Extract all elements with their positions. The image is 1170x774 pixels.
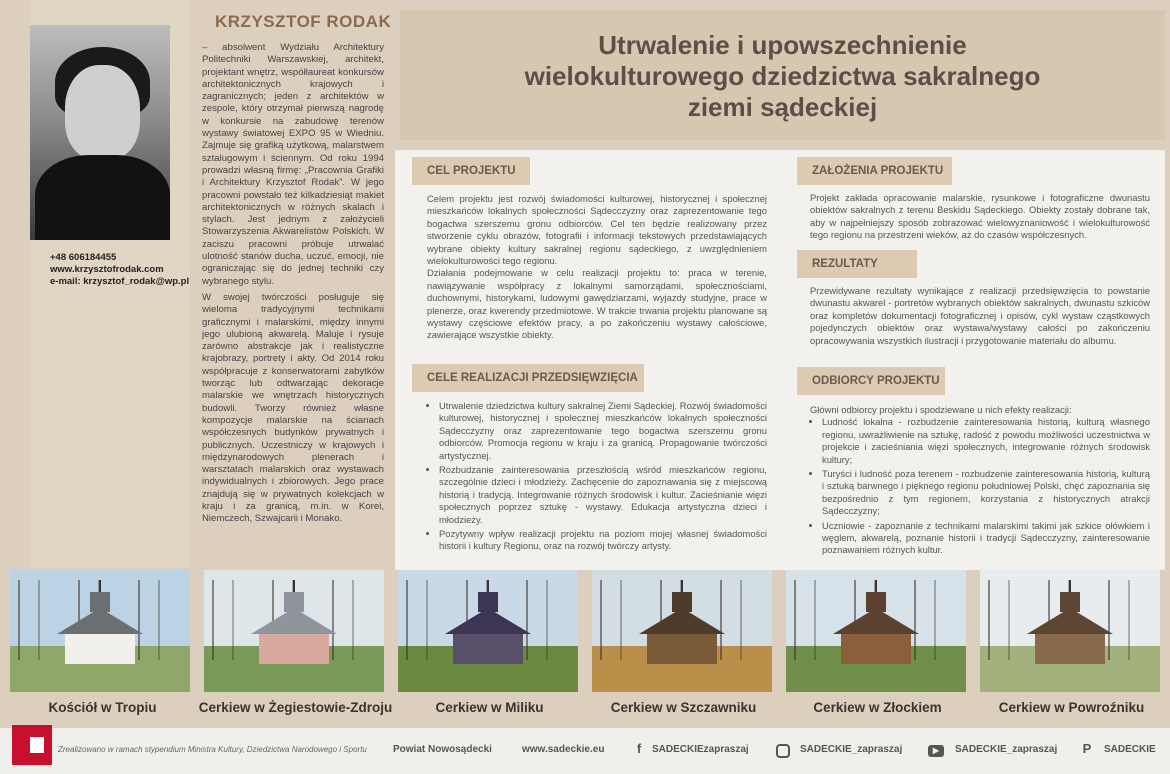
footer-site-link[interactable]: www.sadeckie.eu [522,744,605,755]
author-email[interactable]: e-mail: krzysztof_rodak@wp.pl [50,276,190,287]
footer-powiat: Powiat Nowosądecki [393,744,492,755]
gallery-painting [786,570,966,692]
list-item: • Utrwalenie dziedzictwa kultury sakralnej Ziemi Sądeckiej. Rozwój świadomości kulturowej, historycznej i społecznej mieszkańców lokalnych społeczności Sądecczyzny oraz zaprezentowanie tego bogactwa szerszemu gronu odbiorców. Promocja regionu w kraju i za granicą. Propagowanie twórczości artystycznej. [439,400,767,462]
gallery-painting [592,570,772,692]
footer-instagram[interactable]: SADECKIE_zapraszaj [800,744,903,755]
bio-paragraph: W swojej twórczości posługuje się wieloma tradycyjnymi technikami graficznymi i malarskimi, między innymi jego ulubioną akwarelą. Maluje i rysuje zarówno abstrakcje jak i realistyczne krajobrazy, portrety i akty. Od 2014 roku współpracuje z konserwatorami zabytków tworząc lub odtwarzając dekoracje malarskie we wnętrzach historycznych budowli. Tworzy również własne kompozycje malarskie na ścianach współczesnych budynków prywatnych i publicznych. Uczestniczy w krajowych i międzynarodowych plenerach i warsztatach malarskich oraz wystawach indywidualnych i zbiorowych. Jego prace znajdują się w prywatnych kolekcjach w kraju i za granicą, m.in. w Korei, Niemczech, Szwajcarii i Monako. [202,291,384,525]
footer-pinterest[interactable]: SADECKIE [1104,744,1156,755]
list-item: • Uczniowie - zapoznanie z technikami malarskimi takimi jak szkice ołówkiem i węglem, akwarelą, poznanie historii i tradycji Sądecczyzny, zainteresowanie poznawaniem różnych kultur. [822,520,1150,557]
gallery-caption: Cerkiew w Miliku [435,700,544,715]
gallery-painting [980,570,1160,692]
section-heading-rezultaty: REZULTATY [797,250,917,278]
bio-paragraph: – absolwent Wydziału Architektury Politechniki Warszawskiej, architekt, projektant wnętrz, współlaureat konkursów architektonicznych krajowych i zagranicznych; jeden z architektów w zespole, który otrzymał pierwszą nagrodę w konkursie na zabudowę terenów wystawy światowej EXPO 95 w Wiedniu. Zajmuje się grafiką użytkową, malarstwem sztalugowym i ściennym. Od roku 1994 prowadzi własną firmę: „Pracownia Grafiki i Architektury Krzysztof Rodak”. W jego pracowni powstało też kilkadziesiąt makiet architektonicznych w różnych skalach i stylach. Jest jednym z założycieli Stowarzyszenia Akwarelistów Polskich. W zaciszu pracowni próbuje utrwalać ulotność stanów ducha, uczuć, emocji, nie ograniczając się do jednej techniki czy wybranego stylu. [202,42,384,287]
list-item: • Turyści i ludność poza terenem - rozbudzenie zainteresowania historią, kulturą i sztuką barwnego i pięknego regionu południowej Polski, chęć zapoznania się bezpośrednio z tym regionem, korzystania z historycznych atrakcji Sądecczyzny; [822,468,1150,518]
footer-youtube[interactable]: SADECKIE_zapraszaj [955,744,1058,755]
gallery-caption: Cerkiew w Złockiem [813,700,942,715]
instagram-icon[interactable] [776,744,790,758]
author-bio [202,42,384,530]
page-title: Utrwalenie i upowszechnienie wielokulturowego dziedzictwa sakralnego ziemi sądeckiej [524,30,1041,122]
gallery-caption: Cerkiew w Powroźniku [998,700,1145,715]
author-photo [30,25,170,240]
section-heading-cele: CELE REALIZACJI PRZEDSIĘWZIĘCIA [412,364,644,392]
section-text-cel: Celem projektu jest rozwój świadomości kulturowej, historycznej i społecznej mieszkańców lokalnych społeczności Sądecczyzny oraz zaprezentowanie tego bogactwa szerszemu gronu odbiorców. Cel ten będzie realizowany przez stworzenie cyklu obrazów, fotografii i informacji tekstowych przedstawiających wybrane obiekty kultury sakralnej regionu sądeckiego, z uwzględnieniem wielokulturowości tego regionu. Działania podejmowane w celu realizacji projektu to: praca w terenie, nawiązywanie współpracy z lokalnymi samorządami, społecznościami, duchownymi, historykami, ludowymi gawędziarzami, wyjazdy studyjne, prace w plenerze, oraz kwerendy przedmiotowe. W trakcie trwania projektu planowane są wystawy częściowe efektów pracy, a po zakończeniu wystawy całościowe, zawierające wszystkie obiekty. [427,193,767,341]
section-heading-zalozenia: ZAŁOŻENIA PROJEKTU [797,157,952,185]
list-item: • Pozytywny wpływ realizacji projektu na poziom mojej własnej świadomości historii i kultury Regionu, oraz na rozwój twórczy artysty. [439,528,767,553]
gallery-caption: Cerkiew w Żegiestowie-Zdroju [198,700,393,715]
gallery-caption: Cerkiew w Szczawniku [610,700,757,715]
gallery-caption: Kościół w Tropiu [48,700,157,715]
author-website[interactable]: www.krzysztofrodak.com [50,264,164,275]
section-text-rezultaty: Przewidywane rezultaty wynikające z realizacji przedsięwzięcia to powstanie dwunastu akwarel - portretów wybranych obiektów sakralnych, dwunastu szkiców oraz kompletów dokumentacji fotograficznej i opisów, cykl wystaw cząstkowych pojedynczych obiektów oraz wystawa/wystawy całości po zakończeniu opracowywania wszystkich ilustracji i przygotowanie materiału do albumu. [810,285,1150,346]
facebook-icon[interactable]: f [636,741,642,756]
author-contact [50,252,189,288]
section-text-cele [427,400,767,555]
ministry-logo [12,725,52,765]
section-text-zalozenia: Projekt zakłada opracowanie malarskie, rysunkowe i fotograficzne dwunastu obiektów sakralnych z terenu Beskidu Sądeckiego. Obiekty zostały dobrane tak, aby w najpełniejszy sposób zobrazować wielowyznaniowość i wielokulturowość tego regionu na przestrzeni wieków, aż do czasów współczesnych. [810,192,1150,241]
section-text-odbiorcy: Główni odbiorcy projektu i spodziewane u nich efekty realizacji: • Ludność lokalna - rozbudzenie zainteresowania historią, kulturą własnego regionu, uwrażliwienie na sztukę, radość z powodu możliwości uczestnictwa w projekcie i zacieśniania więzi społecznych, integrowanie różnych środowisk kultury; • Turyści i ludność poza terenem - rozbudzenie zainteresowania historią, kulturą i sztuką barwnego i pięknego regionu południowej Polski, chęć zapoznania się bezpośrednio z tym regionem, korzystania z historycznych atrakcji Sądecczyzny; • Uczniowie - zapoznanie z technikami malarskimi takimi jak szkice ołówkiem i węglem, akwarelą, poznanie historii i tradycji Sądecczyzny, zainteresowanie poznawaniem różnych kultur. [810,404,1150,559]
section-heading-odbiorcy: ODBIORCY PROJEKTU [797,367,945,395]
author-phone: +48 606184455 [50,252,117,263]
author-name: KRZYSZTOF RODAK [215,12,392,31]
gallery-painting [10,570,190,692]
list-item: • Ludność lokalna - rozbudzenie zainteresowania historią, kulturą własnego regionu, uwrażliwienie na sztukę, radość z powodu możliwości uczestnictwa w projekcie i zacieśniania więzi społecznych, integrowanie różnych środowisk kultury; [822,416,1150,466]
gallery-painting [398,570,578,692]
gallery-painting [204,570,384,692]
footer-facebook[interactable]: SADECKIEzapraszaj [652,744,749,755]
list-item: • Rozbudzanie zainteresowania przeszłością wśród mieszkańców regionu, szczególnie dzieci i młodzieży. Zachęcenie do zapoznawania się z miejscową historią i tradycją. Integrowanie różnych środowisk i kultur. Zacieśnianie więzi społecznych poprzez sztukę - wystawy. Edukacja artystyczna dzieci i młodzieży. [439,464,767,526]
footer-note: Zrealizowano w ramach stypendium Ministra Kultury, Dziedzictwa Narodowego i Sportu [58,745,367,754]
youtube-icon[interactable]: ▶ [928,745,944,757]
pinterest-icon[interactable]: P [1082,741,1092,756]
title-banner [400,10,1165,140]
section-heading-cel: CEL PROJEKTU [412,157,530,185]
